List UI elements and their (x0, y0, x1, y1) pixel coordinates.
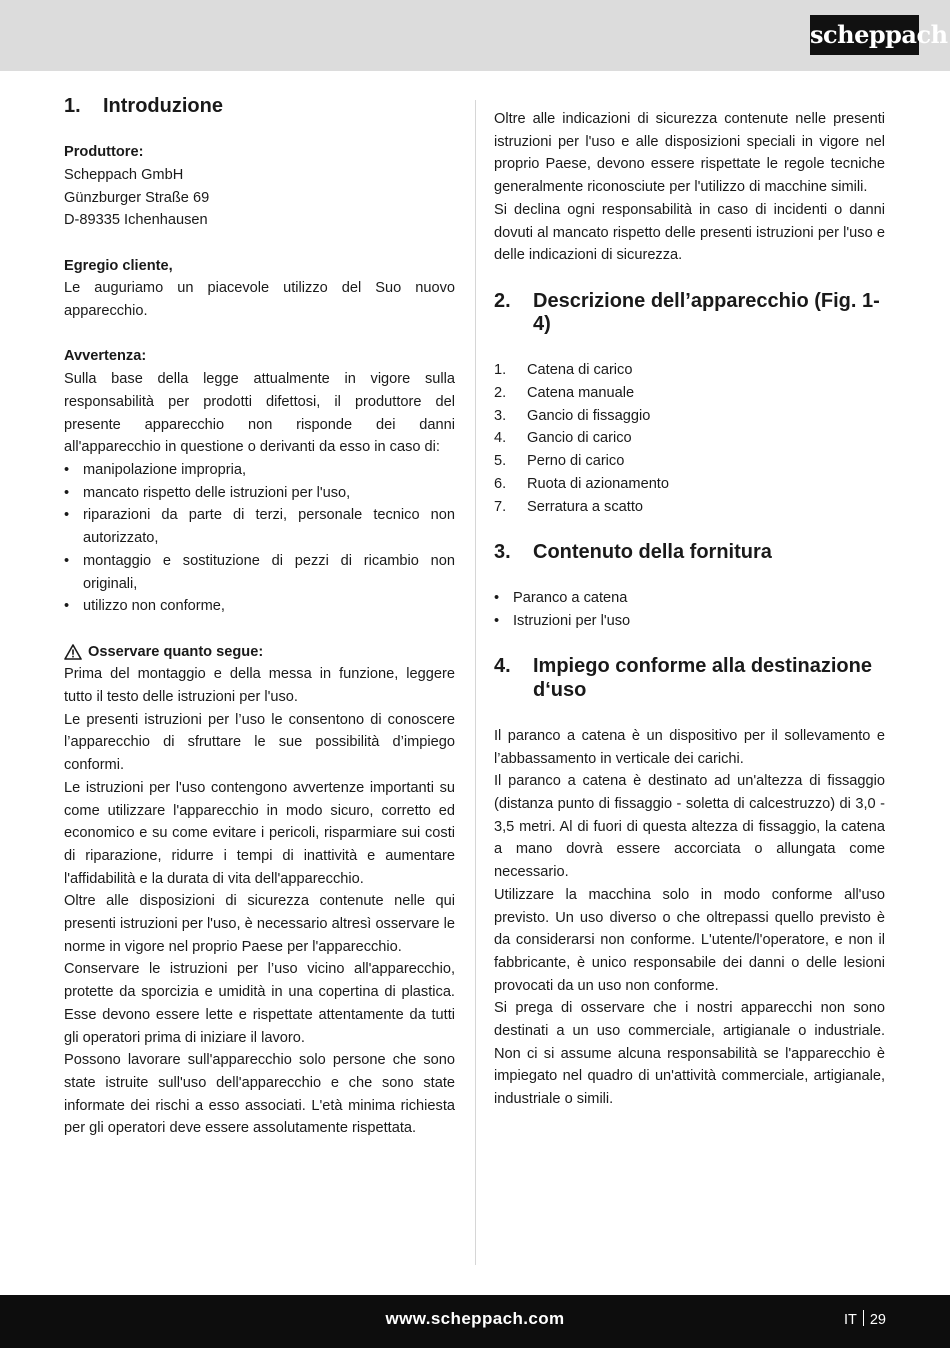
customer-label: Egregio cliente, (64, 257, 173, 274)
list-item: 4. Gancio di carico (494, 430, 632, 447)
section-title: Introduzione (103, 95, 223, 117)
paragraph: Prima del montaggio e della messa in funzione, leggere tutto il testo delle istruzioni per l'uso. (64, 666, 455, 706)
list-item: • Paranco a catena (494, 587, 885, 610)
list-item: • mancato rispetto delle istruzioni per l'uso, (64, 482, 455, 505)
left-column (64, 95, 455, 1140)
warning-list (64, 459, 455, 618)
warning-label: Avvertenza: (64, 348, 147, 365)
section-1-heading (64, 95, 455, 119)
list-item: • Istruzioni per l'uso (494, 610, 885, 633)
delivery-list (494, 587, 885, 632)
list-item: 5. Perno di carico (494, 453, 625, 470)
section-4-heading (494, 655, 885, 702)
list-item: 7. Serratura a scatto (494, 498, 643, 515)
website-link[interactable]: www.scheppach.com (385, 1309, 565, 1328)
warning-text: Sulla base della legge attualmente in vigore sulla responsabilità per prodotti difettosi, il produttore del presente apparecchio non risponde dei danni all'apparecchio in questione o derivanti da esso in caso di: (64, 371, 455, 456)
section-number: 3. (494, 540, 511, 563)
section-3-heading (494, 541, 885, 565)
parts-list (494, 359, 885, 518)
paragraph: Le istruzioni per l'uso contengono avvertenze importanti su come utilizzare l'apparecchio in modo sicuro, corretto ed economico e su come evitare i pericoli, risparmiare sui costi di riparazione, ridurre i tempi di inattività e aumentare l'affidabilità e la durata di vita dell'apparecchio. (64, 779, 455, 887)
paragraph: Conservare le istruzioni per l’uso vicino all'apparecchio, protette da sporcizia e umidità in una copertina di plastica. Esse devono essere lette e rispettate attentamente da tutti gli operatori prima di iniziare il lavoro. (64, 961, 455, 1046)
observe-heading (64, 641, 455, 664)
paragraph: Si prega di osservare che i nostri apparecchi non sono destinati a un uso commerciale, artigianale o industriale. Non ci si assume alcuna responsabilità se l'apparecchio è impiegato nel quadro di un'attività commerciale, artigianale, industriale o simili. (494, 1000, 885, 1108)
producer-line: D-89335 Ichenhausen (64, 212, 208, 229)
language-code: IT (843, 1312, 857, 1328)
section-title: Impiego conforme alla destinazione d‘uso (533, 655, 872, 701)
column-divider (475, 100, 476, 1265)
paragraph: Possono lavorare sull'apparecchio solo persone che sono state istruite sull'uso dell'apparecchio e che sono state informate dei rischi a esso associati. L'età minima richiesta per gli operatori deve essere assolutamente rispettata. (64, 1052, 455, 1137)
list-item: • manipolazione impropria, (64, 459, 455, 482)
paragraph: Utilizzare la macchina solo in modo conforme all'uso previsto. Un uso diverso o che oltrepassi quello previsto è da considerarsi non conforme. L'utente/l'operatore, e non il fabbricante, è unico responsabile dei danni o delle lesioni provocati da un uso non conforme. (494, 886, 885, 994)
section-number: 1. (64, 95, 81, 117)
right-column (494, 108, 885, 1111)
page-info (844, 1310, 886, 1328)
section-number: 4. (494, 655, 511, 678)
separator (863, 1310, 864, 1326)
producer-line: Scheppach GmbH (64, 166, 184, 183)
paragraph: Il paranco a catena è destinato ad un'altezza di fissaggio (distanza punto di fissaggio - soletta di calcestruzzo) di 3,0 - 3,5 metri. Al di fuori di questa altezza di fissaggio, la catena a mano dovrà essere accorciata o allungata come necessario. (494, 773, 885, 881)
page-footer (0, 1295, 950, 1348)
page-number: 29 (869, 1312, 886, 1328)
section-2-heading (494, 290, 885, 337)
brand-logo: scheppach (810, 15, 919, 55)
list-item: • utilizzo non conforme, (64, 595, 455, 618)
paragraph: Le presenti istruzioni per l’uso le consentono di conoscere l’apparecchio di sfruttare le sue possibilità d’impiego conformi. (64, 711, 455, 774)
paragraph: Si declina ogni responsabilità in caso di incidenti o danni dovuti al mancato rispetto delle presenti istruzioni per l'uso e delle indicazioni di sicurezza. (494, 201, 885, 264)
observe-label: Osservare quanto segue: (88, 643, 264, 660)
paragraph: Oltre alle disposizioni di sicurezza contenute nelle qui presenti istruzioni per l'uso, è necessario altresì osservare le norme in vigore nel proprio Paese per l'apparecchio. (64, 893, 455, 955)
list-item: 2. Catena manuale (494, 385, 635, 401)
list-item: 1. Catena di carico (494, 362, 633, 379)
producer-line: Günzburger Straße 69 (64, 189, 210, 206)
section-number: 2. (494, 289, 511, 312)
warning-triangle-icon (64, 644, 82, 660)
list-item: • riparazioni da parte di terzi, personale tecnico non autorizzato, (64, 504, 455, 549)
section-title: Contenuto della fornitura (533, 540, 772, 563)
list-item: 6. Ruota di azionamento (494, 475, 669, 492)
customer-text: Le auguriamo un piacevole utilizzo del Suo nuovo apparecchio. (64, 280, 455, 320)
paragraph: Il paranco a catena è un dispositivo per il sollevamento e l’abbassamento in verticale dei carichi. (494, 727, 885, 767)
list-item: 3. Gancio di fissaggio (494, 407, 651, 424)
producer-label: Produttore: (64, 144, 144, 161)
paragraph: Oltre alle indicazioni di sicurezza contenute nelle presenti istruzioni per l'uso e alle disposizioni speciali in vigore nel proprio Paese, devono essere rispettate le regole tecniche generalmente riconosciute per l'utilizzo di macchine simili. (494, 111, 885, 196)
section-title: Descrizione dell’apparecchio (Fig. 1-4) (533, 289, 880, 336)
page-header (0, 0, 950, 71)
list-item: • montaggio e sostituzione di pezzi di ricambio non originali, (64, 550, 455, 595)
